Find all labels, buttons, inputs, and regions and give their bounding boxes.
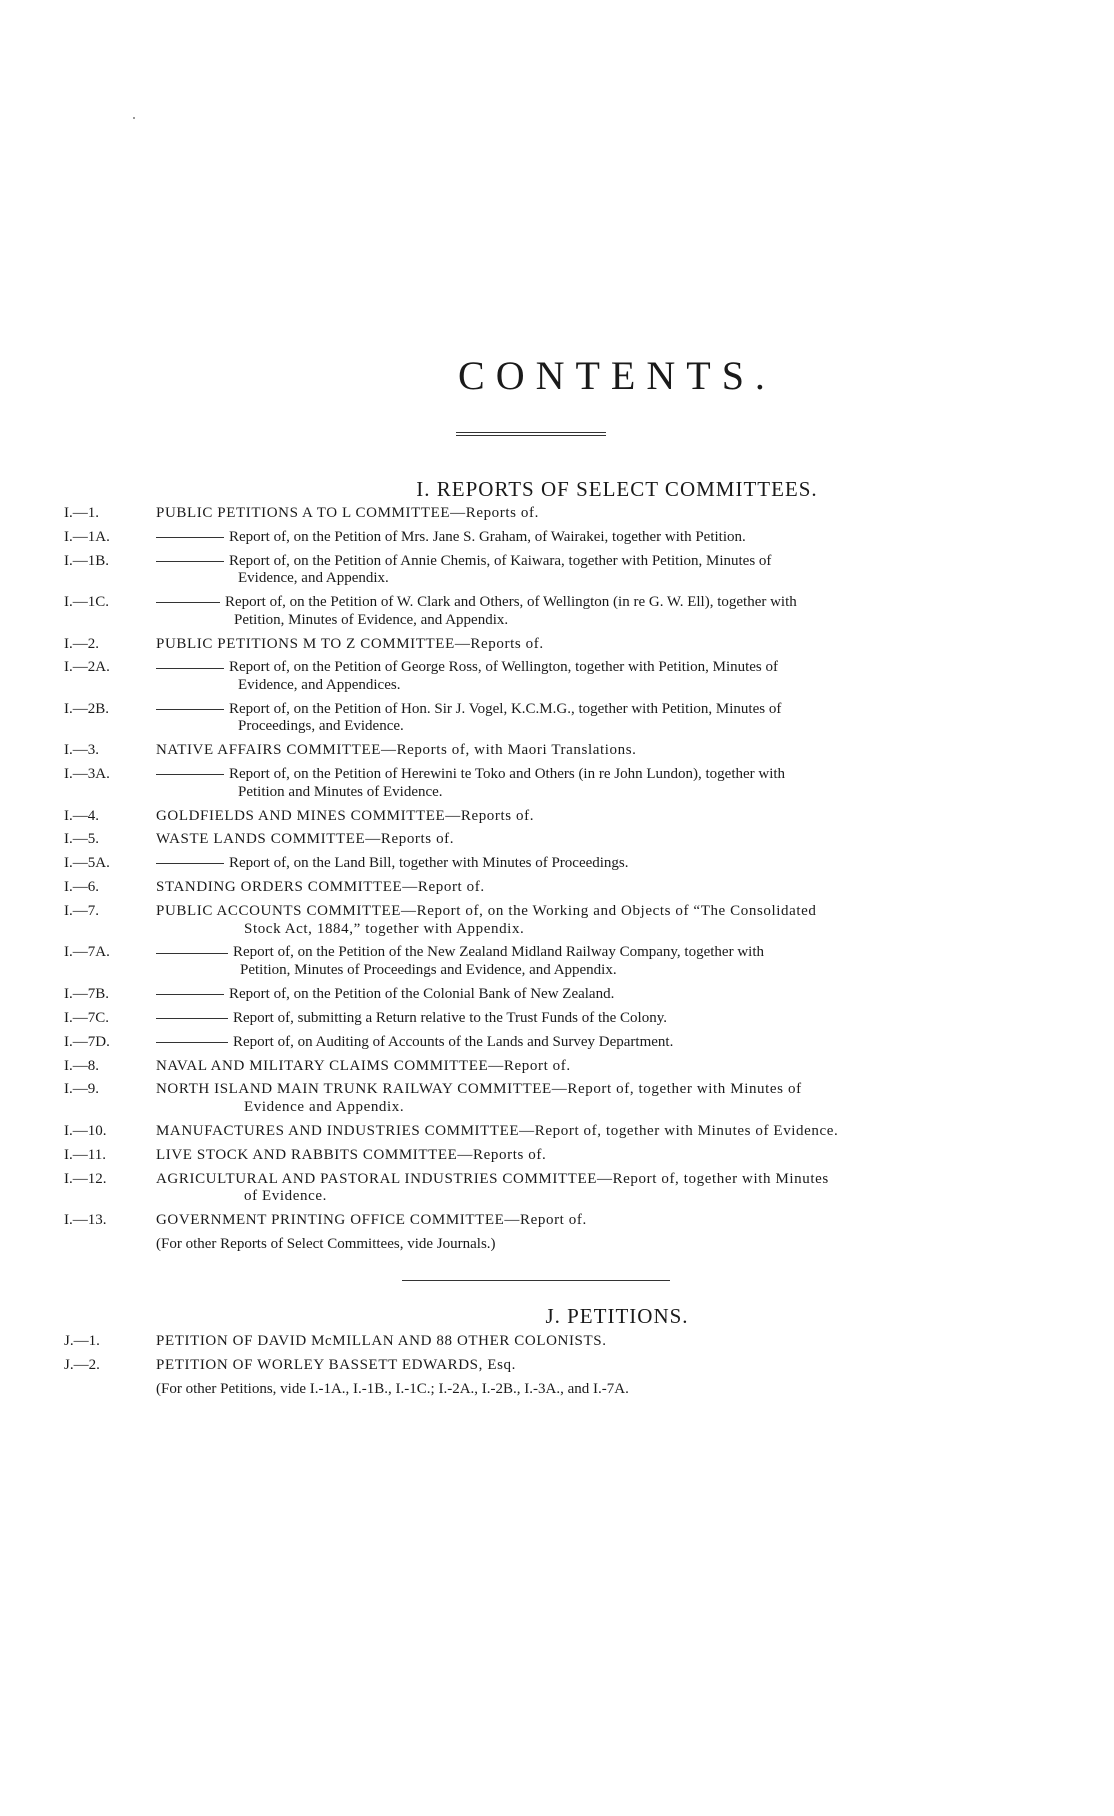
entry-code: I.—7B. — [64, 985, 109, 1002]
entry-text: MANUFACTURES AND INDUSTRIES COMMITTEE—Report of, together with Minutes of Evidence. — [156, 1122, 839, 1139]
entry-i-2 — [64, 636, 1014, 654]
entry-text: Report of, on the Petition of George Ross, of Wellington, together with Petition, Minutes of — [229, 659, 779, 676]
entry-code: I.—3A. — [64, 766, 110, 783]
ditto-dash — [156, 1042, 228, 1043]
entry-i-7d — [64, 1034, 1014, 1052]
entry-i-10 — [64, 1123, 1014, 1141]
entry-i-5 — [64, 831, 1014, 849]
entry-i-7b — [64, 986, 1014, 1004]
entry-code: I.—5. — [64, 831, 99, 848]
entry-text: Report of, on the Petition of Annie Chemis, of Kaiwara, together with Petition, Minutes of — [229, 552, 772, 569]
entry-continuation: Petition, Minutes of Proceedings and Evidence, and Appendix. — [240, 961, 617, 978]
entry-code: I.—7A. — [64, 944, 110, 961]
entry-code: I.—1A. — [64, 528, 110, 545]
entry-code: I.—2A. — [64, 659, 110, 676]
entry-i-3 — [64, 742, 1014, 760]
entry-text: WASTE LANDS COMMITTEE—Reports of. — [156, 831, 455, 848]
entry-text: Report of, on the Petition of Herewini te Toko and Others (in re John Lundon), together with — [229, 766, 786, 783]
entry-text: Report of, on the Petition of W. Clark and Others, of Wellington (in re G. W. Ell), together with — [225, 594, 797, 611]
entry-continuation: Stock Act, 1884,” together with Appendix. — [244, 920, 525, 937]
entry-continuation: Petition and Minutes of Evidence. — [238, 783, 443, 800]
entry-code: I.—6. — [64, 879, 99, 896]
entry-text: Report of, submitting a Return relative to the Trust Funds of the Colony. — [233, 1009, 668, 1026]
entry-code: I.—1. — [64, 505, 99, 521]
entry-i-5a — [64, 855, 1014, 873]
ditto-dash — [156, 709, 224, 710]
entry-text: LIVE STOCK AND RABBITS COMMITTEE—Reports of. — [156, 1146, 547, 1163]
entry-code: I.—8. — [64, 1057, 99, 1074]
entry-code: I.—2. — [64, 635, 99, 652]
entry-i-6 — [64, 879, 1014, 897]
ditto-dash — [156, 537, 224, 538]
entry-text: Report of, on the Petition of Mrs. Jane S. Graham, of Wairakei, together with Petition. — [229, 528, 746, 545]
entry-i-7a — [64, 944, 1014, 979]
petitions-list — [64, 1333, 1014, 1404]
entry-text: NAVAL AND MILITARY CLAIMS COMMITTEE—Report of. — [156, 1057, 571, 1074]
entry-code: I.—5A. — [64, 855, 110, 872]
ditto-dash — [156, 774, 224, 775]
ditto-dash — [156, 602, 220, 603]
entry-code: I.—11. — [64, 1146, 106, 1163]
section-heading-select-committees: I. REPORTS OF SELECT COMMITTEES. — [416, 477, 818, 501]
entry-j-1 — [64, 1333, 1014, 1351]
entry-code: J.—2. — [64, 1356, 100, 1373]
entry-i-9 — [64, 1081, 1014, 1116]
entry-text: Report of, on the Petition of the New Zealand Midland Railway Company, together with — [233, 944, 764, 961]
entry-text: PUBLIC PETITIONS A TO L COMMITTEE—Reports of. — [156, 505, 539, 521]
entry-i-1c — [64, 594, 1014, 629]
entry-continuation: Evidence, and Appendices. — [238, 676, 401, 693]
entry-text: STANDING ORDERS COMMITTEE—Report of. — [156, 879, 485, 896]
entry-i-1 — [64, 505, 1014, 523]
entry-continuation: Evidence, and Appendix. — [238, 570, 389, 587]
print-speck — [133, 117, 135, 119]
entry-text: AGRICULTURAL AND PASTORAL INDUSTRIES COMMITTEE—Report of, together with Minutes — [156, 1170, 829, 1187]
entry-i-1a — [64, 529, 1014, 547]
entry-text: NATIVE AFFAIRS COMMITTEE—Reports of, with Maori Translations. — [156, 742, 637, 759]
entry-i-1b — [64, 553, 1014, 588]
section-heading-petitions: J. PETITIONS. — [545, 1304, 689, 1328]
ditto-dash — [156, 561, 224, 562]
select-committees-note: (For other Reports of Select Committees, vide Journals.) — [156, 1235, 496, 1252]
entry-code: J.—1. — [64, 1333, 100, 1349]
entry-continuation: Petition, Minutes of Evidence, and Appendix. — [234, 611, 509, 628]
entry-text: NORTH ISLAND MAIN TRUNK RAILWAY COMMITTEE—Report of, together with Minutes of — [156, 1081, 802, 1098]
entry-i-12 — [64, 1171, 1014, 1206]
entry-continuation: Proceedings, and Evidence. — [238, 718, 404, 735]
entry-code: I.—7. — [64, 903, 99, 920]
entry-text: GOLDFIELDS AND MINES COMMITTEE—Reports of. — [156, 807, 535, 824]
entry-text: PETITION OF DAVID McMILLAN AND 88 OTHER COLONISTS. — [156, 1333, 607, 1349]
entry-i-7 — [64, 903, 1014, 938]
entry-continuation: of Evidence. — [244, 1188, 327, 1205]
entry-text: Report of, on the Land Bill, together with Minutes of Proceedings. — [229, 855, 629, 872]
entry-i-8 — [64, 1058, 1014, 1076]
entry-code: I.—3. — [64, 742, 99, 759]
entry-text: PUBLIC PETITIONS M TO Z COMMITTEE—Reports of. — [156, 635, 544, 652]
section-divider-rule — [402, 1280, 670, 1281]
ditto-dash — [156, 1018, 228, 1019]
entry-i-13 — [64, 1212, 1014, 1230]
entry-code: I.—7C. — [64, 1009, 109, 1026]
entry-code: I.—4. — [64, 807, 99, 824]
entry-text: Report of, on Auditing of Accounts of the Lands and Survey Department. — [233, 1033, 674, 1050]
entry-i-7c — [64, 1010, 1014, 1028]
entry-code: I.—12. — [64, 1170, 107, 1187]
ditto-dash — [156, 953, 228, 954]
entry-text: PETITION OF WORLEY BASSETT EDWARDS, Esq. — [156, 1356, 516, 1373]
entry-code: I.—9. — [64, 1081, 99, 1098]
ditto-dash — [156, 863, 224, 864]
entry-code: I.—13. — [64, 1211, 107, 1228]
entry-text: PUBLIC ACCOUNTS COMMITTEE—Report of, on the Working and Objects of “The Consolidated — [156, 903, 817, 920]
title-rule — [456, 432, 606, 436]
entry-code: I.—1B. — [64, 552, 109, 569]
entry-i-2a — [64, 659, 1014, 694]
petitions-note: (For other Petitions, vide I.-1A., I.-1B., I.-1C.; I.-2A., I.-2B., I.-3A., and I.-7A. — [156, 1380, 629, 1397]
select-committees-list — [64, 505, 1014, 1259]
entry-text: Report of, on the Petition of Hon. Sir J. Vogel, K.C.M.G., together with Petition, Minutes of — [229, 700, 782, 717]
entry-j-2 — [64, 1357, 1014, 1375]
entry-i-11 — [64, 1147, 1014, 1165]
entry-i-3a — [64, 766, 1014, 801]
entry-text: GOVERNMENT PRINTING OFFICE COMMITTEE—Report of. — [156, 1211, 587, 1228]
ditto-dash — [156, 994, 224, 995]
entry-code: I.—2B. — [64, 700, 109, 717]
entry-text: Report of, on the Petition of the Colonial Bank of New Zealand. — [229, 985, 615, 1002]
entry-code: I.—10. — [64, 1122, 107, 1139]
entry-code: I.—7D. — [64, 1033, 110, 1050]
entry-i-4 — [64, 808, 1014, 826]
entry-i-2b — [64, 701, 1014, 736]
page-title: CONTENTS. — [458, 353, 776, 398]
ditto-dash — [156, 668, 224, 669]
entry-code: I.—1C. — [64, 594, 109, 611]
entry-continuation: Evidence and Appendix. — [244, 1098, 405, 1115]
